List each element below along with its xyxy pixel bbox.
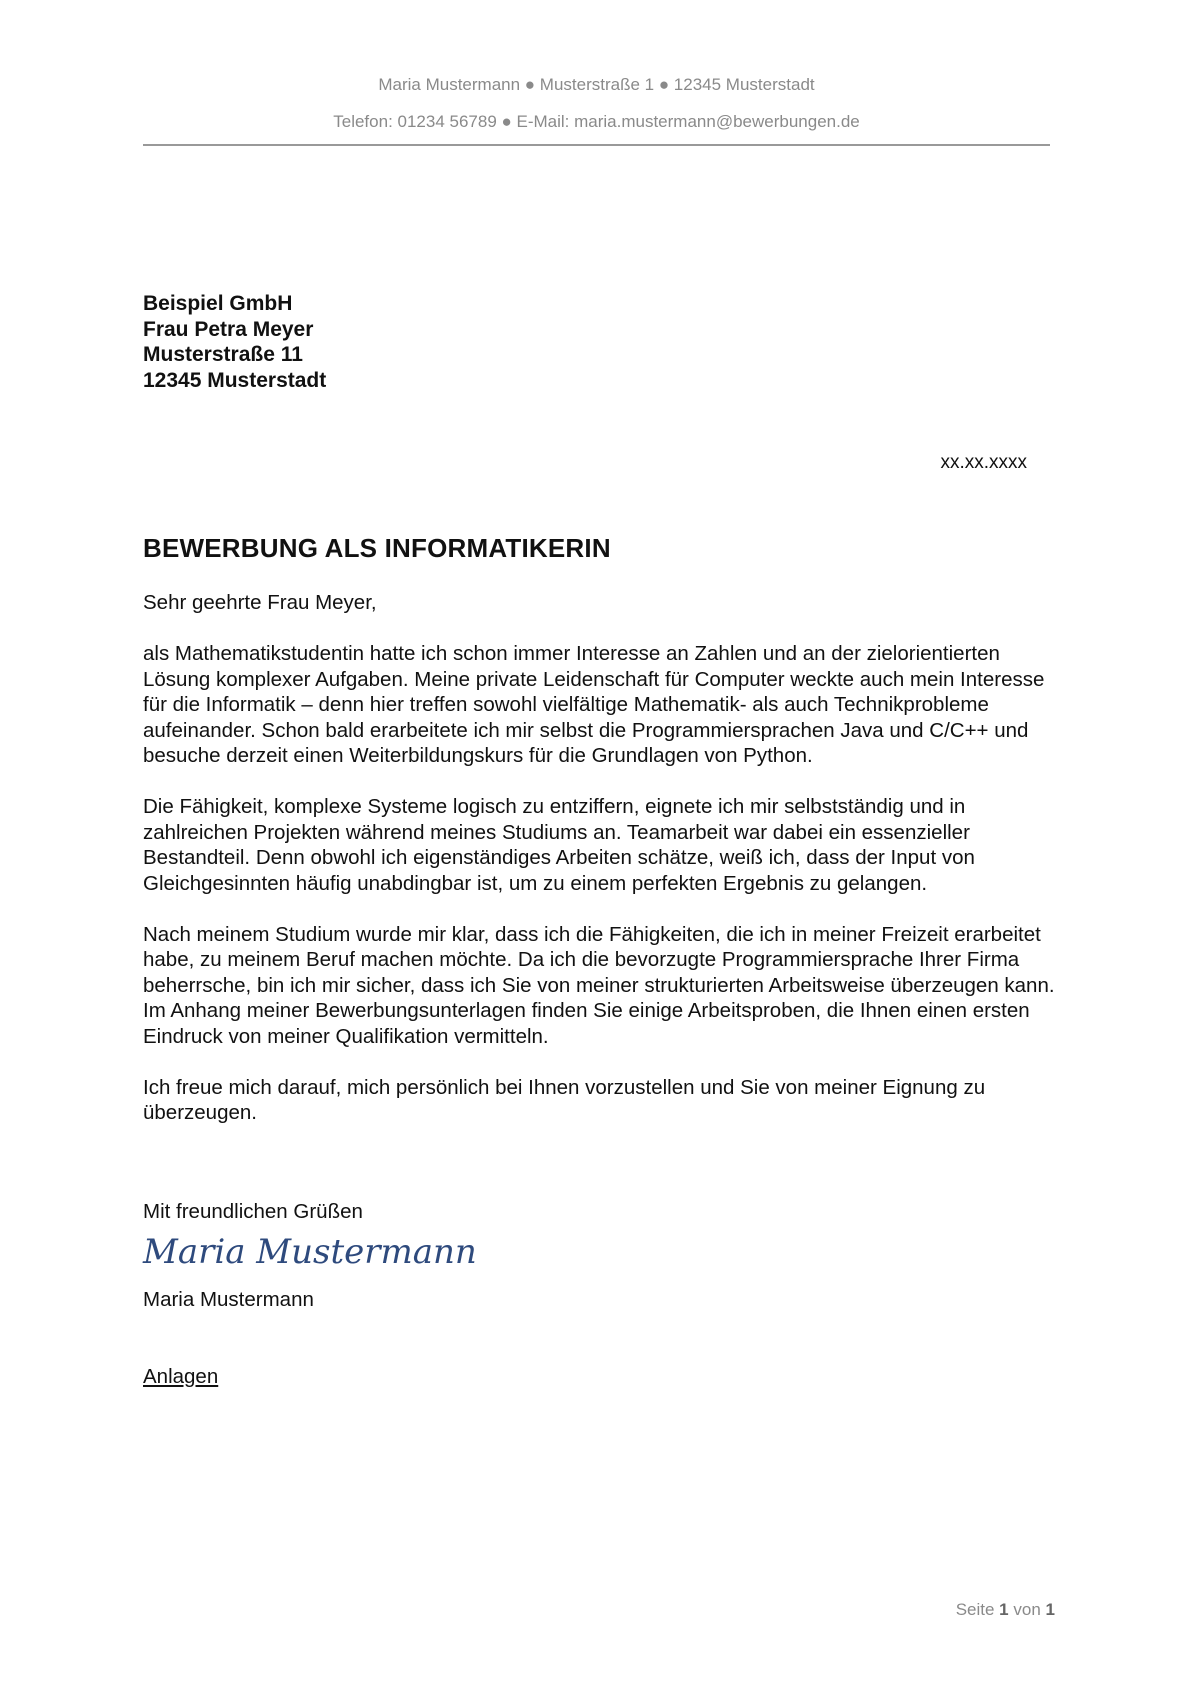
- body-paragraph: Nach meinem Studium wurde mir klar, dass ich die Fähigkeiten, die ich in meiner Freizeit erarbeitet habe, zu meinem Beruf machen möchte. Da ich die bevorzugte Programmiersprache Ihrer Firma beherrsche, bin ich mir sicher, dass ich Sie von meiner strukturierten Arbeitsweise überzeugen kann. Im Anhang meiner Bewerbungsunterlagen finden Sie einige Arbeitsproben, die Ihnen einen ersten Eindruck von meiner Qualifikation vermitteln.: [143, 922, 1055, 1048]
- salutation: Sehr geehrte Frau Meyer,: [143, 591, 377, 614]
- recipient-contact: Frau Petra Meyer: [143, 317, 314, 341]
- letter-subject: BEWERBUNG ALS INFORMATIKERIN: [143, 533, 611, 563]
- letter-body: [143, 590, 1063, 1151]
- handwritten-signature: Maria Mustermann: [143, 1232, 477, 1272]
- recipient-street: Musterstraße 11: [143, 343, 303, 366]
- body-paragraph: Ich freue mich darauf, mich persönlich bei Ihnen vorzustellen und Sie von meiner Eignung zu überzeugen.: [143, 1075, 986, 1124]
- page-number: [956, 1600, 1055, 1620]
- page-of-label: von: [1013, 1600, 1041, 1619]
- recipient-address: [143, 291, 326, 393]
- sender-address-line: Maria Mustermann ● Musterstraße 1 ● 12345 Musterstadt: [378, 75, 815, 94]
- page-current: 1: [999, 1600, 1009, 1619]
- recipient-city: 12345 Musterstadt: [143, 368, 327, 392]
- closing-phrase: Mit freundlichen Grüßen: [143, 1200, 363, 1223]
- sender-header: [143, 66, 1050, 140]
- recipient-company: Beispiel GmbH: [143, 292, 293, 315]
- printed-name: Maria Mustermann: [143, 1288, 314, 1311]
- page-label: Seite: [955, 1600, 995, 1619]
- body-paragraph: Die Fähigkeit, komplexe Systeme logisch zu entziffern, eignete ich mir selbstständig und in zahlreichen Projekten während meines Studiums an. Teamarbeit war dabei ein essenzieller Bestandteil. Denn obwohl ich eigenständiges Arbeiten schätze, weiß ich, dass der Input von Gleichgesinnten häufig unabdingbar ist, um zu einem perfekten Ergebnis zu gelangen.: [143, 795, 975, 895]
- sender-contact-line: Telefon: 01234 56789 ● E-Mail: maria.mustermann@bewerbungen.de: [333, 112, 860, 131]
- page-total: 1: [1045, 1600, 1055, 1619]
- body-paragraph: als Mathematikstudentin hatte ich schon immer Interesse an Zahlen und an der zielorientierten Lösung komplexer Aufgaben. Meine private Leidenschaft für Computer weckte auch mein Interesse für die Informatik – denn hier treffen sowohl vielfältige Mathematik- als auch Technikprobleme aufeinander. Schon bald erarbeitete ich mir selbst die Programmiersprachen Java und C/C++ und besuche derzeit einen Weiterbildungskurs für die Grundlagen von Python.: [143, 642, 1045, 767]
- attachments-label: Anlagen: [143, 1365, 219, 1388]
- header-divider: [143, 144, 1050, 146]
- letter-date: xx.xx.xxxx: [940, 452, 1027, 473]
